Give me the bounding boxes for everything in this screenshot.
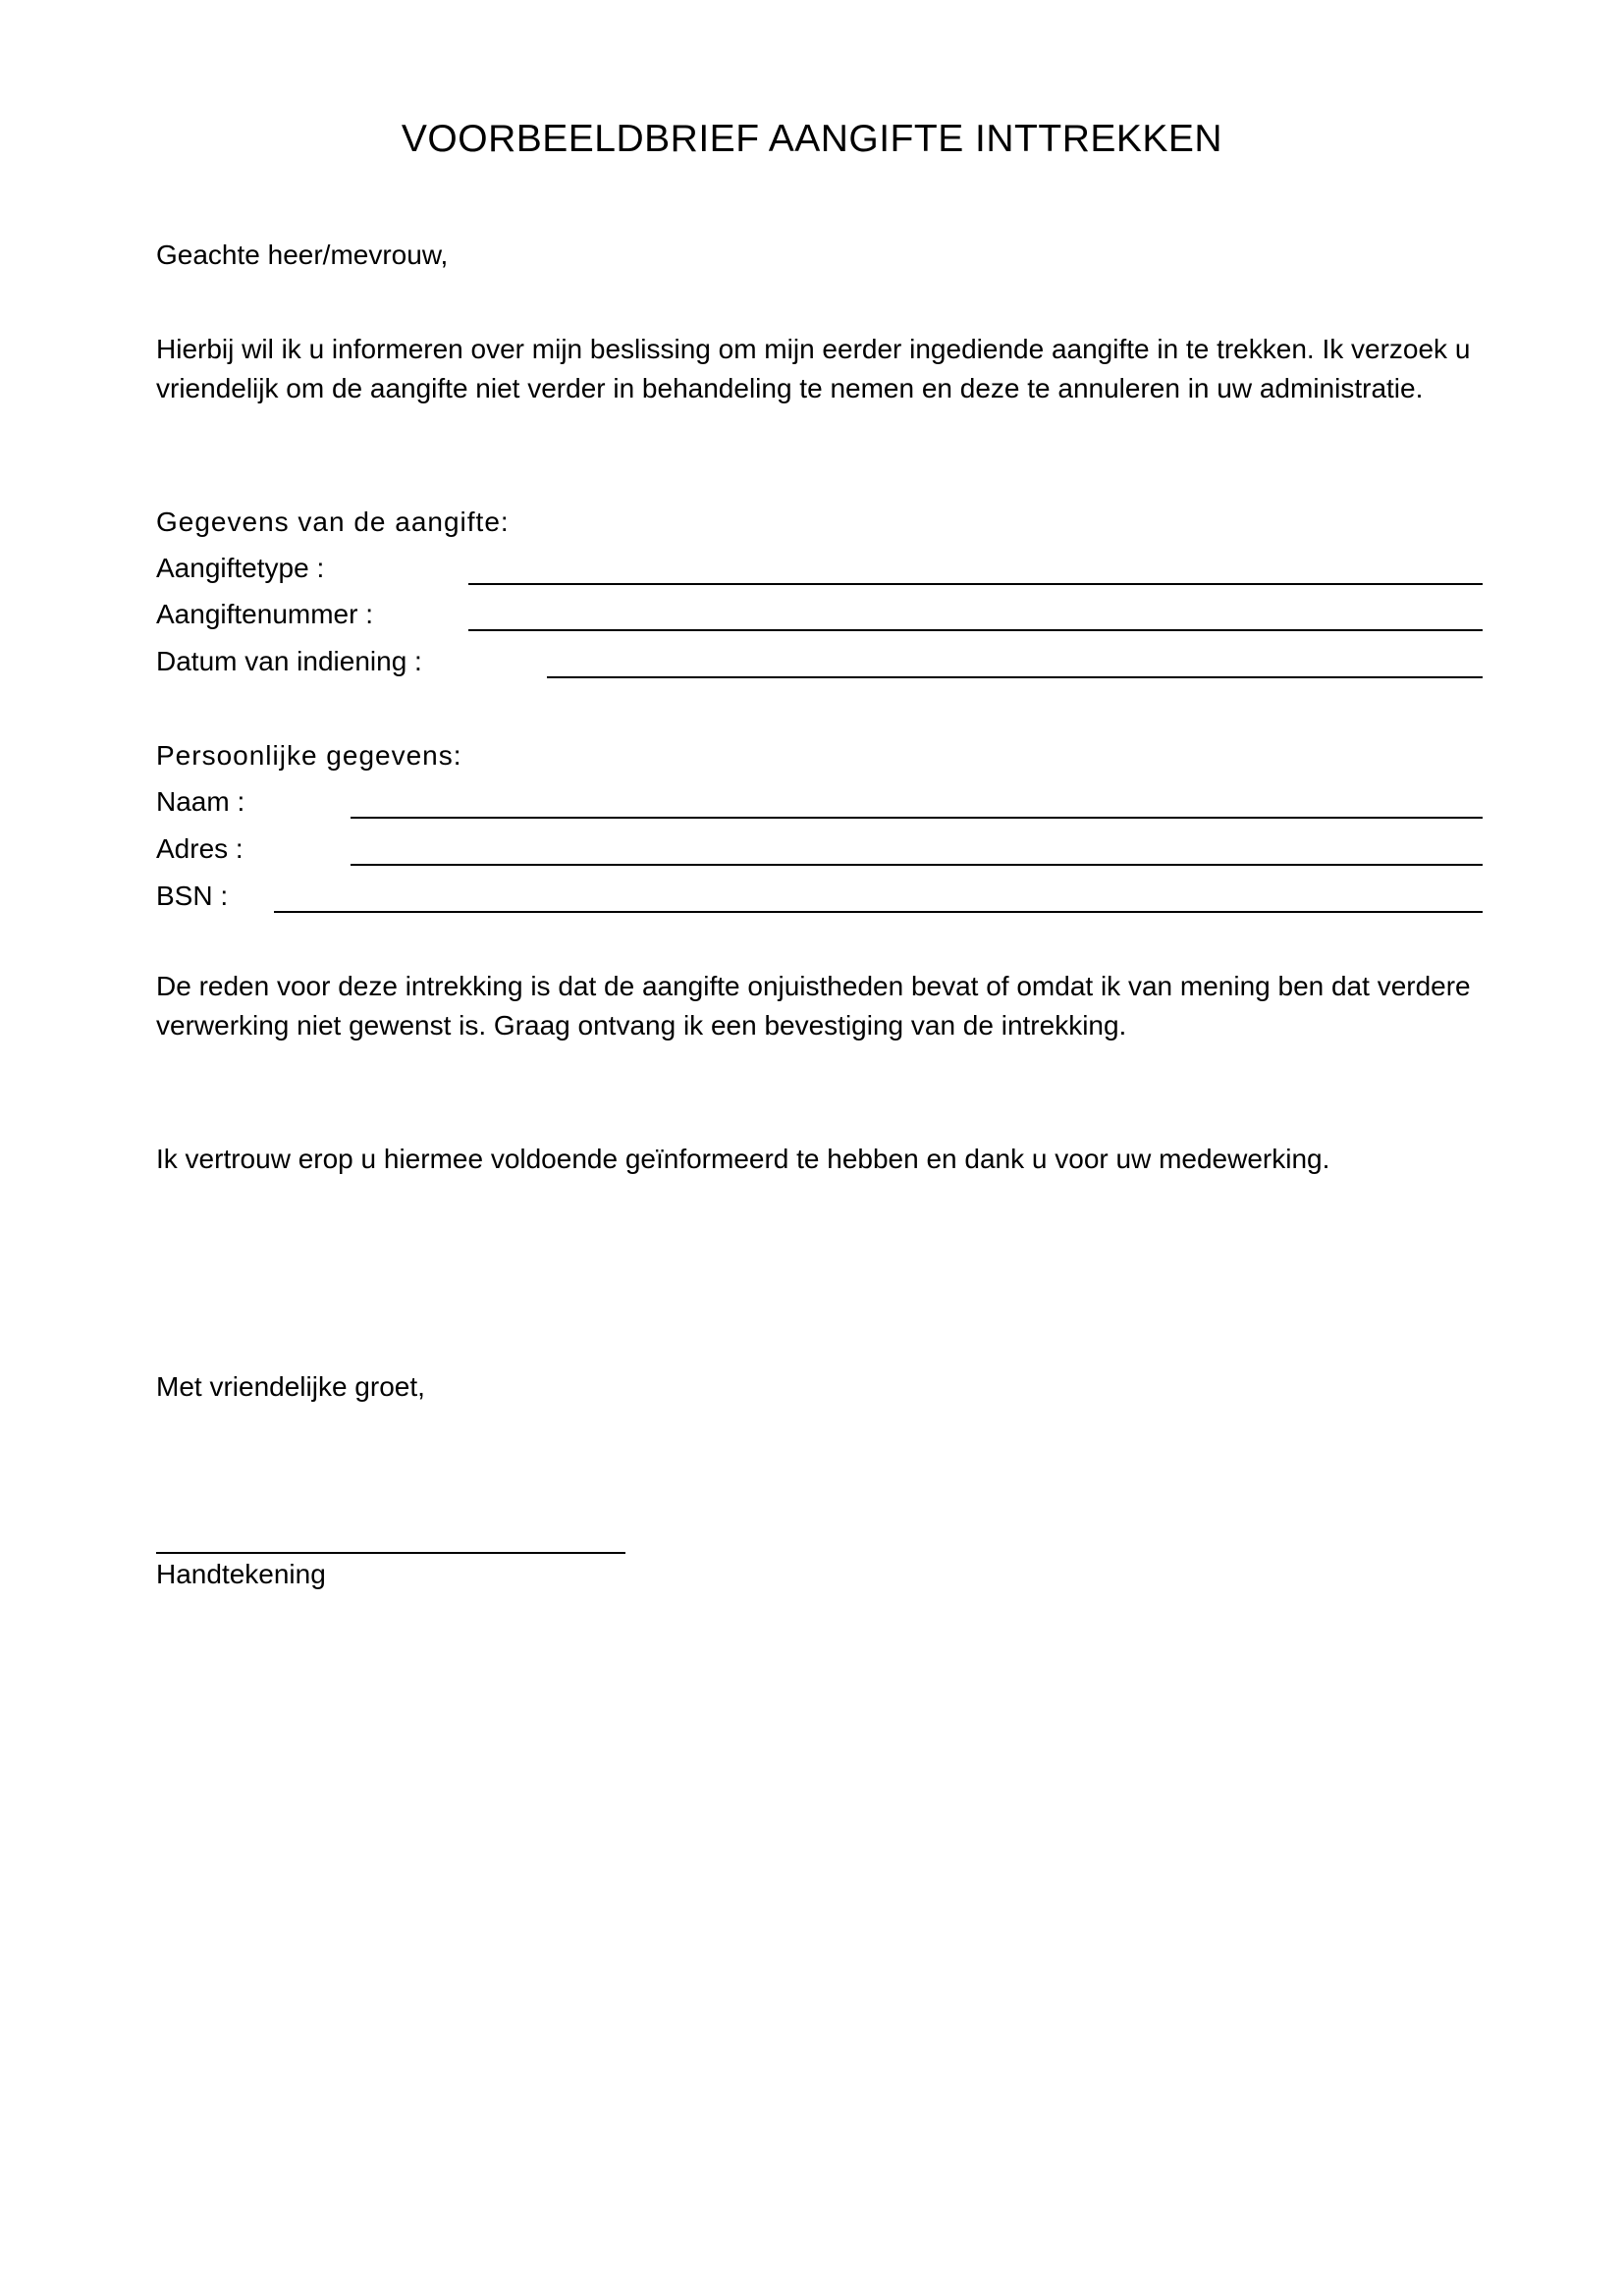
signature-label: Handtekening [156, 1559, 326, 1589]
signature-line[interactable] [156, 1552, 625, 1554]
field-label-aangiftenummer: Aangiftenummer : [156, 599, 373, 629]
closing-statement: Ik vertrouw erop u hiermee voldoende geïnformeerd te hebben en dank u voor uw medewerking. [156, 1144, 1330, 1174]
field-line-datum-indiening[interactable] [547, 676, 1483, 678]
field-row-aangiftenummer [0, 595, 1624, 634]
sign-off: Met vriendelijke groet, [156, 1371, 425, 1402]
field-line-aangiftenummer[interactable] [468, 629, 1483, 631]
field-row-bsn [0, 877, 1624, 916]
field-line-adres[interactable] [351, 864, 1483, 866]
reason-paragraph: De reden voor deze intrekking is dat de aangifte onjuistheden bevat of omdat ik van mening ben dat verdere verwerking niet gewenst is. Graag ontvang ik een bevestiging van de intrekking. [156, 971, 1471, 1041]
field-label-aangiftetype: Aangiftetype : [156, 553, 325, 583]
field-row-datum-indiening [0, 642, 1624, 681]
letter-title: VOORBEELDBRIEF AANGIFTE INTTREKKEN [401, 118, 1223, 160]
salutation: Geachte heer/mevrouw, [156, 240, 449, 270]
field-label-adres: Adres : [156, 833, 244, 864]
field-row-aangiftetype [0, 549, 1624, 588]
field-line-aangiftetype[interactable] [468, 583, 1483, 585]
field-label-bsn: BSN : [156, 881, 229, 911]
field-row-adres [0, 829, 1624, 869]
field-line-naam[interactable] [351, 817, 1483, 819]
field-row-naam [0, 782, 1624, 822]
personal-section-heading: Persoonlijke gegevens: [156, 740, 462, 771]
filing-section-heading: Gegevens van de aangifte: [156, 507, 510, 537]
field-label-naam: Naam : [156, 786, 245, 817]
intro-paragraph: Hierbij wil ik u informeren over mijn beslissing om mijn eerder ingediende aangifte in te trekken. Ik verzoek u vriendelijk om de aangifte niet verder in behandeling te nemen en deze te annuleren in uw administratie. [156, 334, 1471, 403]
field-line-bsn[interactable] [274, 911, 1483, 913]
field-label-datum-indiening: Datum van indiening : [156, 646, 422, 676]
